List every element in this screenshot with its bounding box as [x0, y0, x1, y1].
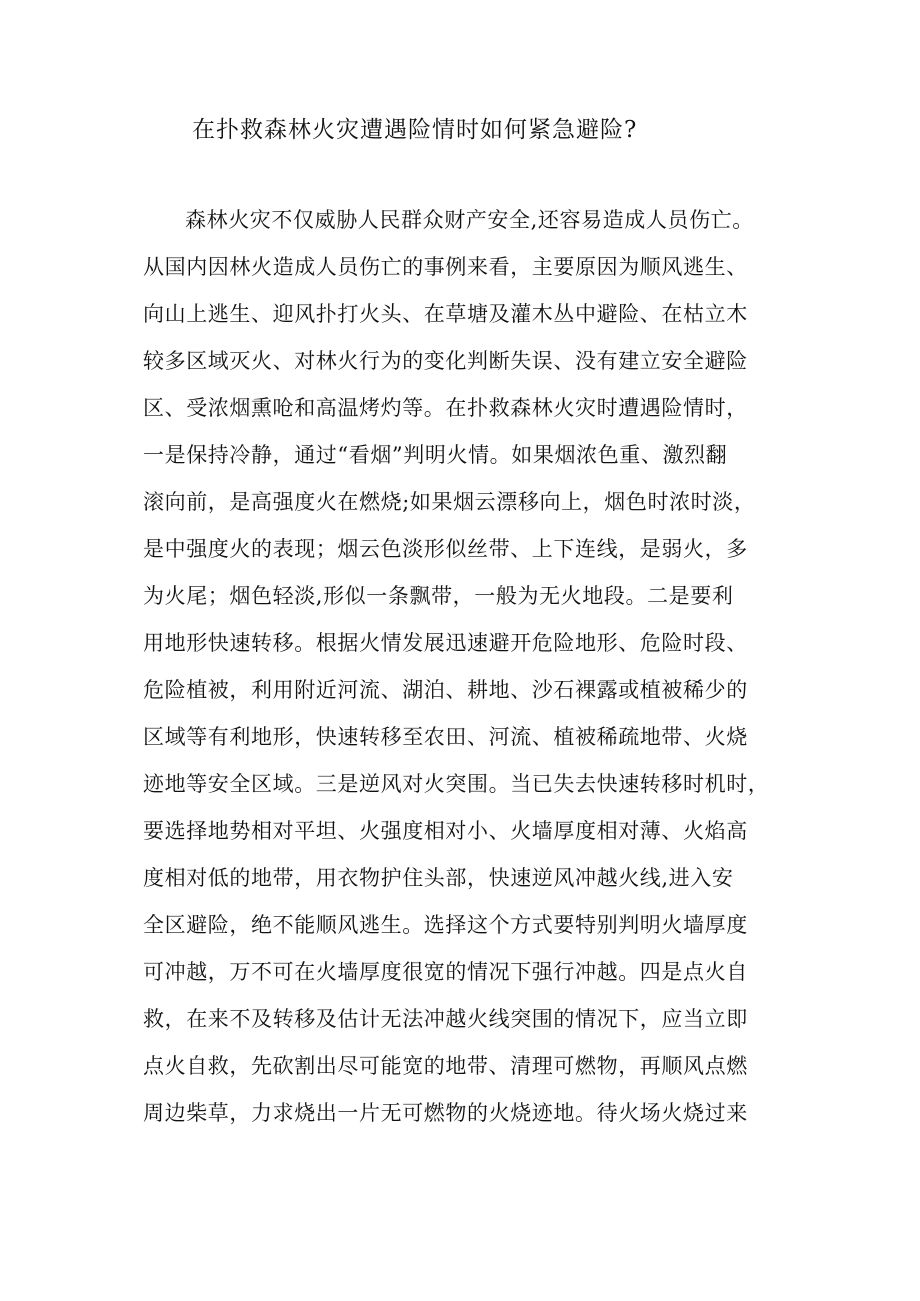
text-line: 度相对低的地带，用衣物护住头部，快速逆风冲越火线,进入安	[143, 866, 734, 890]
text-line: 危险植被，利用附近河流、湖泊、耕地、沙石裸露或植被稀少的	[143, 678, 748, 702]
text-line: 用地形快速转移。根据火情发展迅速避开危险地形、危险时段、	[143, 631, 748, 655]
text-line: 要选择地势相对平坦、火强度相对小、火墙厚度相对薄、火焰高	[143, 819, 748, 843]
text-line: 救，在来不及转移及估计无法冲越火线突围的情况下，应当立即	[143, 1007, 748, 1031]
page-title: 在扑救森林火灾遭遇险情时如何紧急避险?	[192, 117, 638, 143]
text-line: 向山上逃生、迎风扑打火头、在草塘及灌木丛中避险、在枯立木	[143, 302, 748, 326]
text-line: 点火自救，先砍割出尽可能宽的地带、清理可燃物，再顺风点燃	[143, 1054, 748, 1078]
text-line: 一是保持冷静，通过“看烟”判明火情。如果烟浓色重、激烈翻	[143, 443, 728, 467]
text-line: 可冲越，万不可在火墙厚度很宽的情况下强行冲越。四是点火自	[143, 960, 748, 984]
text-line: 较多区域灭火、对林火行为的变化判断失误、没有建立安全避险	[143, 349, 748, 373]
text-line: 森林火灾不仅威胁人民群众财产安全,还容易造成人员伤亡。	[185, 208, 754, 232]
text-line: 为火尾；烟色轻淡,形似一条飘带，一般为无火地段。二是要利	[143, 584, 734, 608]
text-line: 全区避险，绝不能顺风逃生。选择这个方式要特别判明火墙厚度	[143, 913, 748, 937]
text-line: 滚向前，是高强度火在燃烧;如果烟云漂移向上，烟色时浓时淡，	[143, 490, 756, 514]
body-text	[143, 203, 793, 1143]
text-line: 区、受浓烟熏呛和高温烤灼等。在扑救森林火灾时遭遇险情时，	[143, 396, 748, 420]
text-line: 周边柴草，力求烧出一片无可燃物的火烧迹地。待火场火烧过来	[143, 1101, 748, 1125]
text-line: 从国内因林火造成人员伤亡的事例来看，主要原因为顺风逃生、	[143, 255, 748, 279]
text-line: 区域等有利地形，快速转移至农田、河流、植被稀疏地带、火烧	[143, 725, 748, 749]
text-line: 迹地等安全区域。三是逆风对火突围。当已失去快速转移时机时，	[143, 772, 770, 796]
text-line: 是中强度火的表现；烟云色淡形似丝带、上下连线，是弱火，多	[143, 537, 748, 561]
